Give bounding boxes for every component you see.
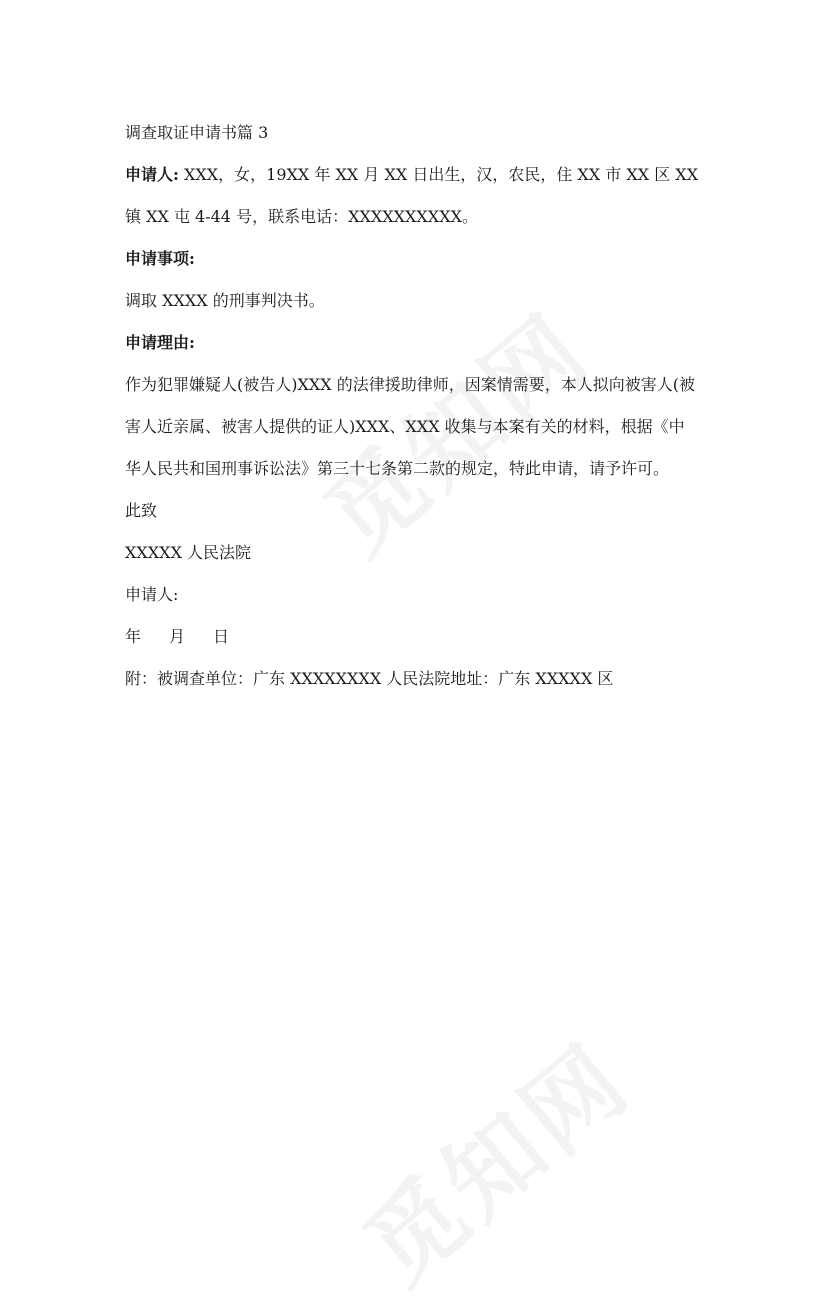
applicant-info: XXX，女，19XX 年 XX 月 XX 日出生，汉，农民，住 XX 市 XX 区 XX [178,165,699,184]
reason-line-3: 华人民共和国刑事诉讼法》第三十七条第二款的规定，特此申请，请予许可。 [125,459,670,478]
closing-salutation: 此致 [125,501,158,520]
signature-label: 申请人: [125,585,179,604]
watermark-bottom [332,1008,654,1309]
appendix-line: 附：被调查单位：广东 XXXXXXXX 人民法院地址：广东 XXXXX 区 [125,669,614,688]
applicant-line-1 [125,154,710,196]
date-month: 月 [169,627,186,646]
reason-line-1: 作为犯罪嫌疑人(被告人)XXX 的法律援助律师，因案情需要，本人拟向被害人(被 [125,375,695,394]
date-line [125,616,710,658]
document-title: 调查取证申请书篇 3 [125,123,269,142]
matter-text: 调取 XXXX 的刑事判决书。 [125,291,325,310]
date-day: 日 [213,627,230,646]
date-year: 年 [125,627,142,646]
reason-line-2: 害人近亲属、被害人提供的证人)XXX、XXX 收集与本案有关的材料，根据《中 [125,417,685,436]
reason-heading: 申请理由: [125,333,195,352]
applicant-line-2: 镇 XX 屯 4-44 号，联系电话：XXXXXXXXXX。 [125,207,478,226]
court-name: XXXXX 人民法院 [125,543,252,562]
applicant-label: 申请人: [125,165,179,184]
document-body [125,112,710,700]
matter-heading: 申请事项: [125,249,195,268]
